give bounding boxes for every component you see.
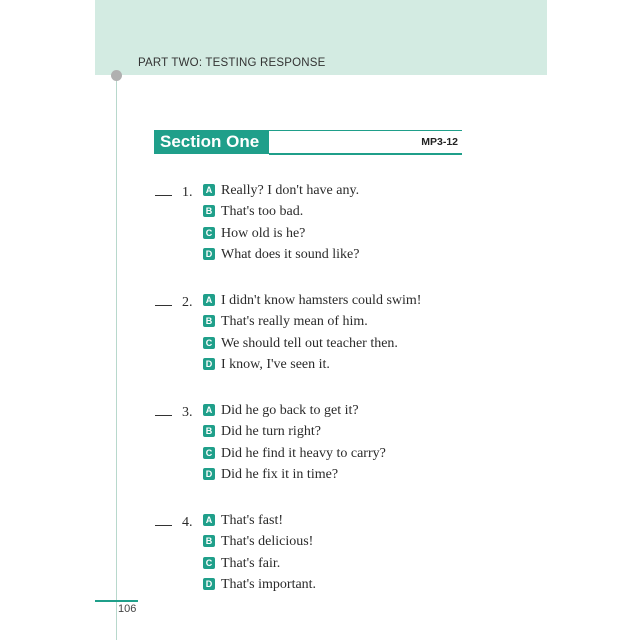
question-number: 3. — [182, 405, 193, 420]
option-letter-badge: A — [203, 184, 215, 196]
question-head — [155, 182, 193, 202]
question-head — [155, 512, 193, 532]
option-letter-badge: B — [203, 205, 215, 217]
option-text: I didn't know hamsters could swim! — [221, 293, 422, 308]
option-text: Did he turn right? — [221, 424, 321, 439]
option-text: That's fair. — [221, 556, 281, 571]
option-d[interactable] — [203, 246, 359, 264]
option-c[interactable] — [203, 335, 398, 353]
option-text: Did he go back to get it? — [221, 403, 359, 418]
footer-rule — [95, 600, 138, 602]
option-text: How old is he? — [221, 226, 306, 241]
answer-blank[interactable] — [155, 292, 172, 306]
option-letter-badge: D — [203, 248, 215, 260]
option-letter-badge: D — [203, 468, 215, 480]
option-letter-badge: D — [203, 578, 215, 590]
answer-blank[interactable] — [155, 402, 172, 416]
answer-blank[interactable] — [155, 182, 172, 196]
option-letter-badge: B — [203, 535, 215, 547]
option-text: Did he fix it in time? — [221, 467, 339, 482]
margin-dot-icon — [111, 70, 122, 81]
option-letter-badge: B — [203, 425, 215, 437]
option-d[interactable] — [203, 576, 316, 594]
option-text: That's too bad. — [221, 204, 304, 219]
option-letter-badge: A — [203, 294, 215, 306]
option-text: We should tell out teacher then. — [221, 336, 398, 351]
header-title: PART TWO: TESTING RESPONSE — [138, 57, 326, 69]
answer-blank[interactable] — [155, 512, 172, 526]
option-b[interactable] — [203, 533, 313, 551]
page-number: 106 — [118, 603, 137, 615]
option-d[interactable] — [203, 466, 338, 484]
option-letter-badge: C — [203, 557, 215, 569]
option-letter-badge: B — [203, 315, 215, 327]
audio-track-code: MP3-12 — [421, 136, 458, 148]
question-number: 4. — [182, 515, 193, 530]
option-b[interactable] — [203, 423, 321, 441]
option-text: That's important. — [221, 577, 317, 592]
option-letter-badge: C — [203, 337, 215, 349]
option-a[interactable] — [203, 182, 359, 200]
option-a[interactable] — [203, 512, 283, 530]
option-letter-badge: D — [203, 358, 215, 370]
section-heading-bar — [154, 130, 462, 154]
option-text: That's delicious! — [221, 534, 314, 549]
option-text: Really? I don't have any. — [221, 183, 360, 198]
section-title: Section One — [154, 130, 269, 154]
question-head — [155, 402, 193, 422]
option-a[interactable] — [203, 292, 421, 310]
option-letter-badge: C — [203, 447, 215, 459]
question-number: 1. — [182, 185, 193, 200]
option-c[interactable] — [203, 445, 386, 463]
option-letter-badge: A — [203, 404, 215, 416]
option-c[interactable] — [203, 555, 280, 573]
option-letter-badge: A — [203, 514, 215, 526]
margin-line — [116, 75, 117, 640]
option-d[interactable] — [203, 356, 330, 374]
option-text: What does it sound like? — [221, 247, 360, 262]
option-a[interactable] — [203, 402, 359, 420]
question-number: 2. — [182, 295, 193, 310]
option-c[interactable] — [203, 225, 305, 243]
option-text: I know, I've seen it. — [221, 357, 330, 372]
question-head — [155, 292, 193, 312]
section-rule — [269, 130, 462, 155]
option-b[interactable] — [203, 313, 368, 331]
option-letter-badge: C — [203, 227, 215, 239]
option-b[interactable] — [203, 203, 303, 221]
option-text: Did he find it heavy to carry? — [221, 446, 386, 461]
option-text: That's fast! — [221, 513, 284, 528]
option-text: That's really mean of him. — [221, 314, 368, 329]
